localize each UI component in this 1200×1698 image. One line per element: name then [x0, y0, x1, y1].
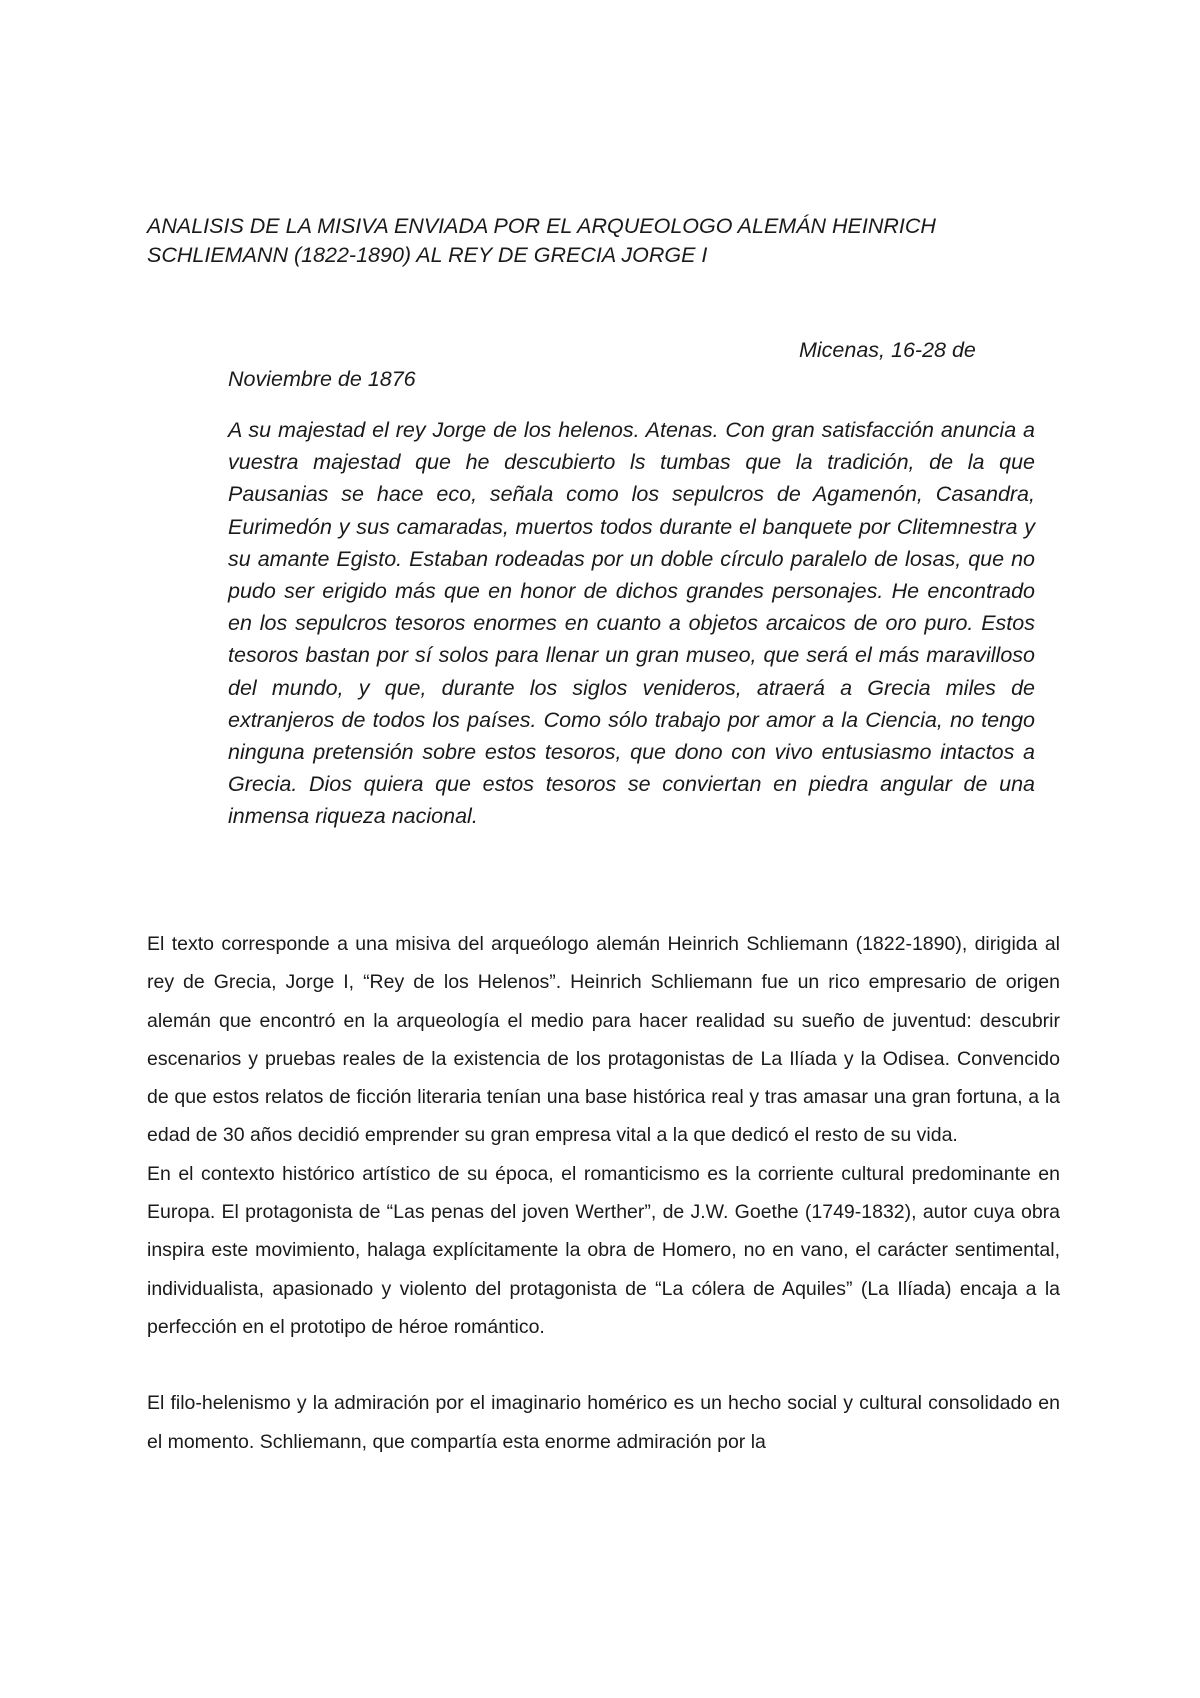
letter-place-date: Micenas, 16-28 de Noviembre de 1876 [228, 338, 976, 391]
essay-paragraph-3: El filo-helenismo y la admiración por el imaginario homérico es un hecho social y cultural consolidado en el momento. Schliemann, que compartía esta enorme admiración por la [147, 1392, 1060, 1453]
essay-paragraph-1: El texto corresponde a una misiva del arqueólogo alemán Heinrich Schliemann (1822-1890), dirigida al rey de Grecia, Jorge I, “Rey de los Helenos”. Heinrich Schliemann fue un rico empresario de origen alemán que encontró en la arqueología el medio para hacer realidad su sueño de juventud: descubrir escenarios y pruebas reales de la existencia de los protagonistas de La Ilíada y la Odisea. Convencido de que estos relatos de ficción literaria tenían una base histórica real y tras amasar una gran fortuna, a la edad de 30 años decidió emprender su gran empresa vital a la que dedicó el resto de su vida. [147, 933, 1060, 1147]
essay-paragraph-2: En el contexto histórico artístico de su época, el romanticismo es la corriente cultural predominante en Europa. El protagonista de “Las penas del joven Werther”, de J.W. Goethe (1749-1832), autor cuya obra inspira este movimiento, halaga explícitamente la obra de Homero, no en vano, el carácter sentimental, individualista, apasionado y violento del protagonista de “La cólera de Aquiles” (La Ilíada) encaja a la perfección en el prototipo de héroe romántico. [147, 1162, 1060, 1338]
letter-quote [228, 336, 1035, 833]
letter-body: A su majestad el rey Jorge de los helenos. Atenas. Con gran satisfacción anuncia a vuestra majestad que he descubierto ls tumbas que la tradición, de la que Pausanias se hace eco, señala como los sepulcros de Agamenón, Casandra, Eurimedón y sus camaradas, muertos todos durante el banquete por Clitemnestra y su amante Egisto. Estaban rodeadas por un doble círculo paralelo de losas, que no pudo ser erigido más que en honor de dichos grandes personajes. He encontrado en los sepulcros tesoros enormes en cuanto a objetos arcaicos de oro puro. Estos tesoros bastan por sí solos para llenar un gran museo, que será el más maravilloso del mundo, y que, durante los siglos venideros, atraerá a Grecia miles de extranjeros de todos los países. Como sólo trabajo por amor a la Ciencia, no tengo ninguna pretensión sobre estos tesoros, que dono con vivo entusiasmo intactos a Grecia. Dios quiera que estos tesoros se conviertan en piedra angular de una inmensa riqueza nacional. [228, 418, 1035, 829]
document-title: ANALISIS DE LA MISIVA ENVIADA POR EL ARQUEOLOGO ALEMÁN HEINRICH SCHLIEMANN (1822-1890) AL REY DE GRECIA JORGE I [147, 214, 936, 267]
essay-body [147, 925, 1060, 1461]
